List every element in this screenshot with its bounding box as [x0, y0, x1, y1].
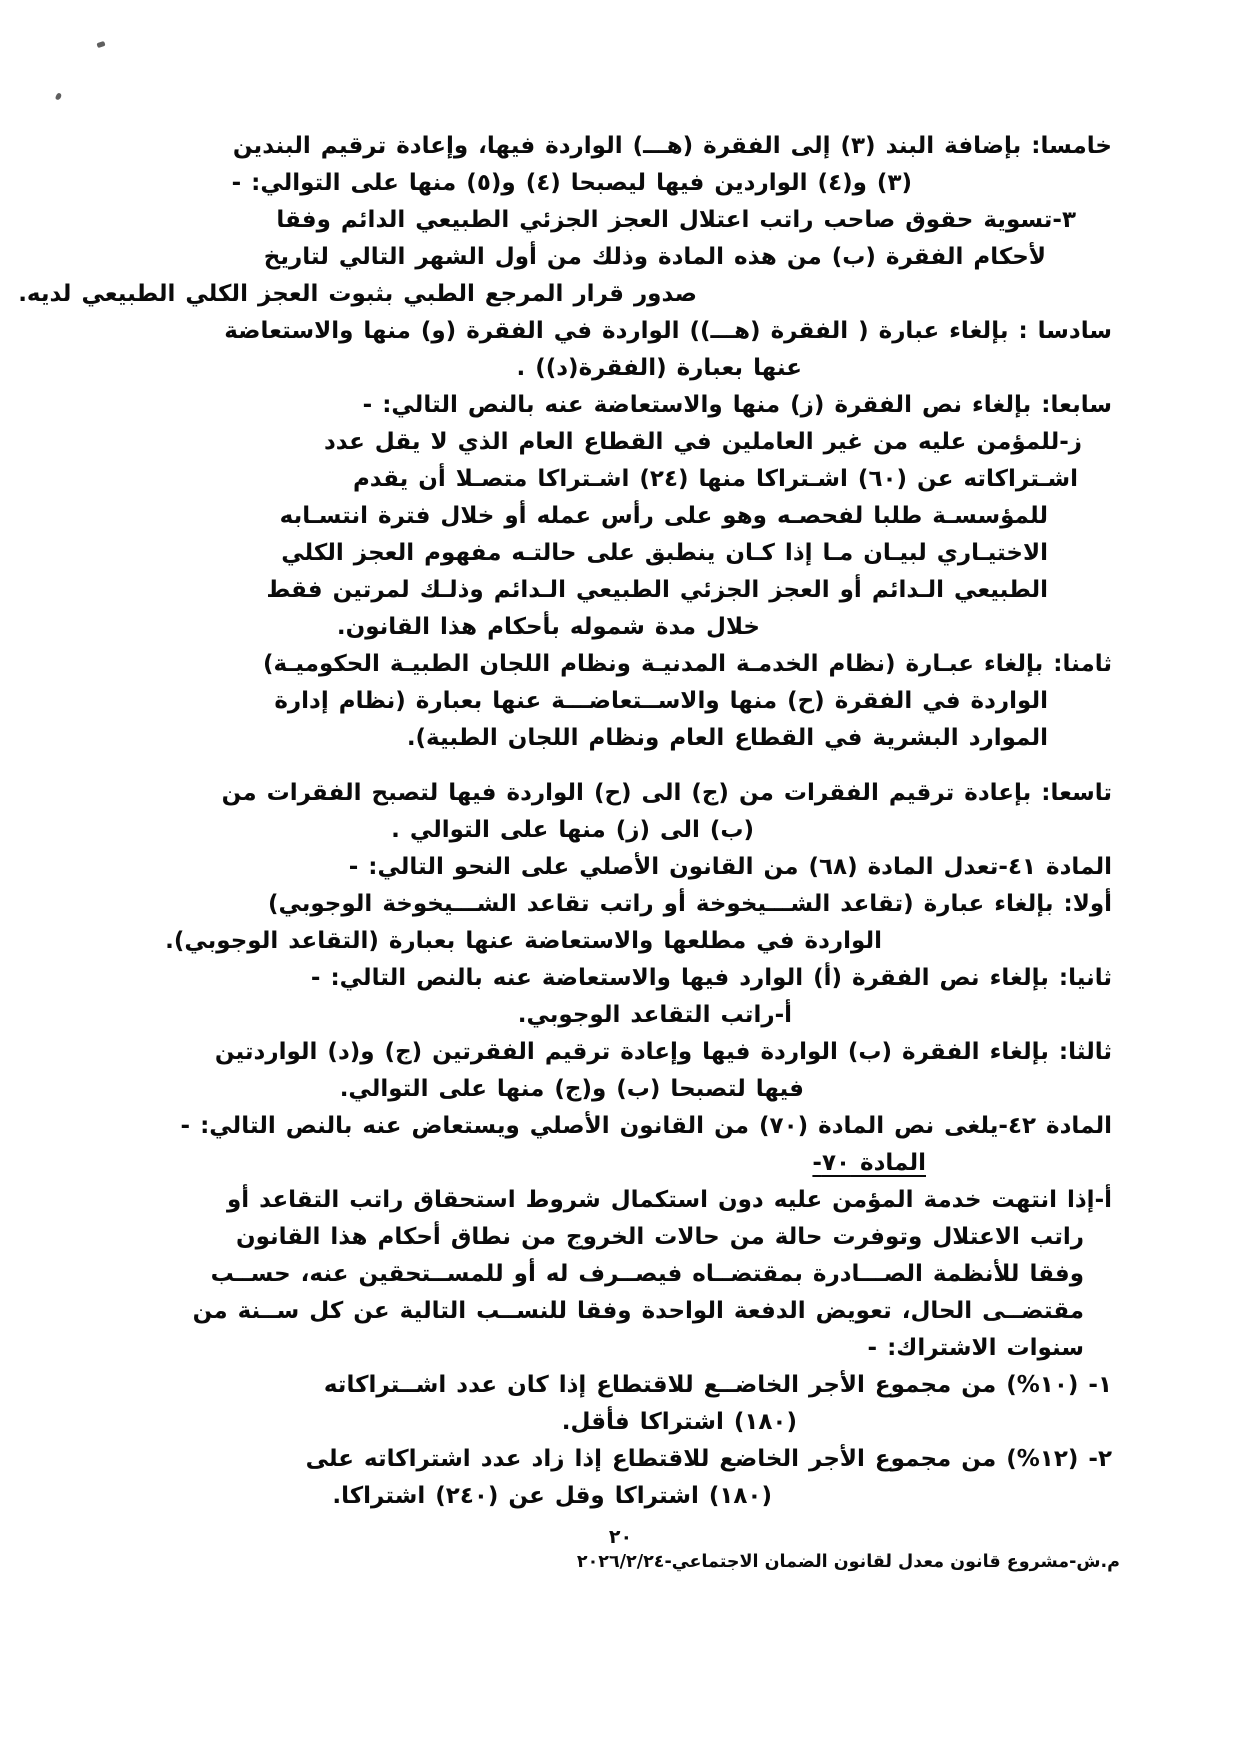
text-line: أولا: بإلغاء عبارة (تقاعد الشـــيخوخة أو راتب تقاعد الشـــيخوخة الوجوبي) [267, 891, 1112, 917]
footer-note: م.ش-مشروع قانون معدل لقانون الضمان الاجتماعي-٢٠٢٦/٢/٢٤ [576, 1552, 1120, 1572]
text-line: فيها لتصبحا (ب) و(ج) منها على التوالي. [339, 1076, 804, 1102]
text-line: ز-للمؤمن عليه من غير العاملين في القطاع العام الذي لا يقل عدد [324, 429, 1082, 455]
text-line: للمؤسسـة طلبا لفحصـه وهو على رأس عمله أو خلال فترة انتسـابه [279, 503, 1048, 529]
text-line: ثامنا: بإلغاء عبـارة (نظام الخدمـة المدنيـة ونظام اللجان الطبيـة الحكوميـة) [263, 651, 1112, 677]
text-line: مقتضــى الحال، تعويض الدفعة الواحدة وفقا للنســب التالية عن كل ســنة من [192, 1298, 1084, 1324]
text-line: لأحكام الفقرة (ب) من هذه المادة وذلك من أول الشهر التالي لتاريخ [263, 244, 1046, 270]
text-line: ثانيا: بإلغاء نص الفقرة (أ) الوارد فيها والاستعاضة عنه بالنص التالي: - [310, 965, 1112, 991]
article-70-heading [150, 1145, 1112, 1182]
text-line: الواردة في الفقرة (ح) منها والاســتعاضـــة عنها بعبارة (نظام إدارة [274, 688, 1048, 714]
text-line: خامسا: بإضافة البند (٣) إلى الفقرة (هـــ) الواردة فيها، وإعادة ترقيم البندين [232, 133, 1112, 159]
text-line: (١٨٠) اشتراكا فأقل. [561, 1409, 797, 1435]
text-line: عنها بعبارة (الفقرة(د)) . [516, 355, 802, 381]
text-line: (ب) الى (ز) منها على التوالي . [391, 817, 754, 843]
text-line: الموارد البشرية في القطاع العام ونظام اللجان الطبية). [406, 725, 1048, 751]
text-line: راتب الاعتلال وتوفرت حالة من حالات الخروج من نطاق أحكام هذا القانون [235, 1224, 1084, 1250]
text-line: ١- (١٠%) من مجموع الأجر الخاضــع للاقتطاع إذا كان عدد اشــتراكاته [323, 1372, 1112, 1398]
text-line: خلال مدة شموله بأحكام هذا القانون. [336, 614, 760, 640]
text-line: (١٨٠) اشتراكا وقل عن (٢٤٠) اشتراكا. [332, 1483, 772, 1509]
text-line: تاسعا: بإعادة ترقيم الفقرات من (ج) الى (ح) الواردة فيها لتصبح الفقرات من [221, 780, 1112, 806]
text-line: الطبيعي الـدائم أو العجز الجزئي الطبيعي الـدائم وذلـك لمرتين فقط [266, 577, 1048, 603]
text-line: الاختيـاري لبيـان مـا إذا كـان ينطبق على حالتـه مفهوم العجز الكلي [281, 540, 1048, 566]
text-line: سابعا: بإلغاء نص الفقرة (ز) منها والاستعاضة عنه بالنص التالي: - [362, 392, 1112, 418]
document-body [18, 128, 1112, 1515]
text-line: (٣) و(٤) الواردين فيها ليصبحا (٤) و(٥) منها على التوالي: - [231, 170, 912, 196]
text-line: أ-راتب التقاعد الوجوبي. [517, 1002, 792, 1028]
text-line: ٢- (١٢%) من مجموع الأجر الخاضع للاقتطاع إذا زاد عدد اشتراكاته على [305, 1446, 1112, 1472]
text-line: ٣-تسوية حقوق صاحب راتب اعتلال العجز الجزئي الطبيعي الدائم وفقا [276, 207, 1076, 233]
text-line: سادسا : بإلغاء عبارة ( الفقرة (هـــ)) الواردة في الفقرة (و) منها والاستعاضة [224, 318, 1112, 344]
article-41-line: المادة ٤١-تعدل المادة (٦٨) من القانون الأصلي على النحو التالي: - [348, 854, 1112, 880]
text-line: ثالثا: بإلغاء الفقرة (ب) الواردة فيها وإعادة ترقيم الفقرتين (ج) و(د) الواردتين [214, 1039, 1112, 1065]
scan-speck [55, 92, 62, 100]
text-line: اشـتراكاته عن (٦٠) اشـتراكا منها (٢٤) اشـتراكا متصـلا أن يقدم [352, 466, 1078, 492]
text-line: الواردة في مطلعها والاستعاضة عنها بعبارة (التقاعد الوجوبي). [165, 928, 882, 954]
text-line: صدور قرار المرجع الطبي بثبوت العجز الكلي الطبيعي لديه. [18, 281, 697, 307]
text-line: سنوات الاشتراك: - [867, 1335, 1084, 1361]
article-42-line: المادة ٤٢-يلغى نص المادة (٧٠) من القانون الأصلي ويستعاض عنه بالنص التالي: - [180, 1113, 1112, 1139]
scan-speck [96, 41, 105, 48]
article-70-heading-text: المادة ٧٠- [812, 1150, 926, 1176]
text-line: وفقا للأنظمة الصـــادرة بمقتضــاه فيصــرف له أو للمســتحقين عنه، حســب [210, 1261, 1084, 1287]
page-number: ٢٠ [608, 1526, 633, 1548]
text-line: أ-إذا انتهت خدمة المؤمن عليه دون استكمال شروط استحقاق راتب التقاعد أو [226, 1187, 1112, 1213]
